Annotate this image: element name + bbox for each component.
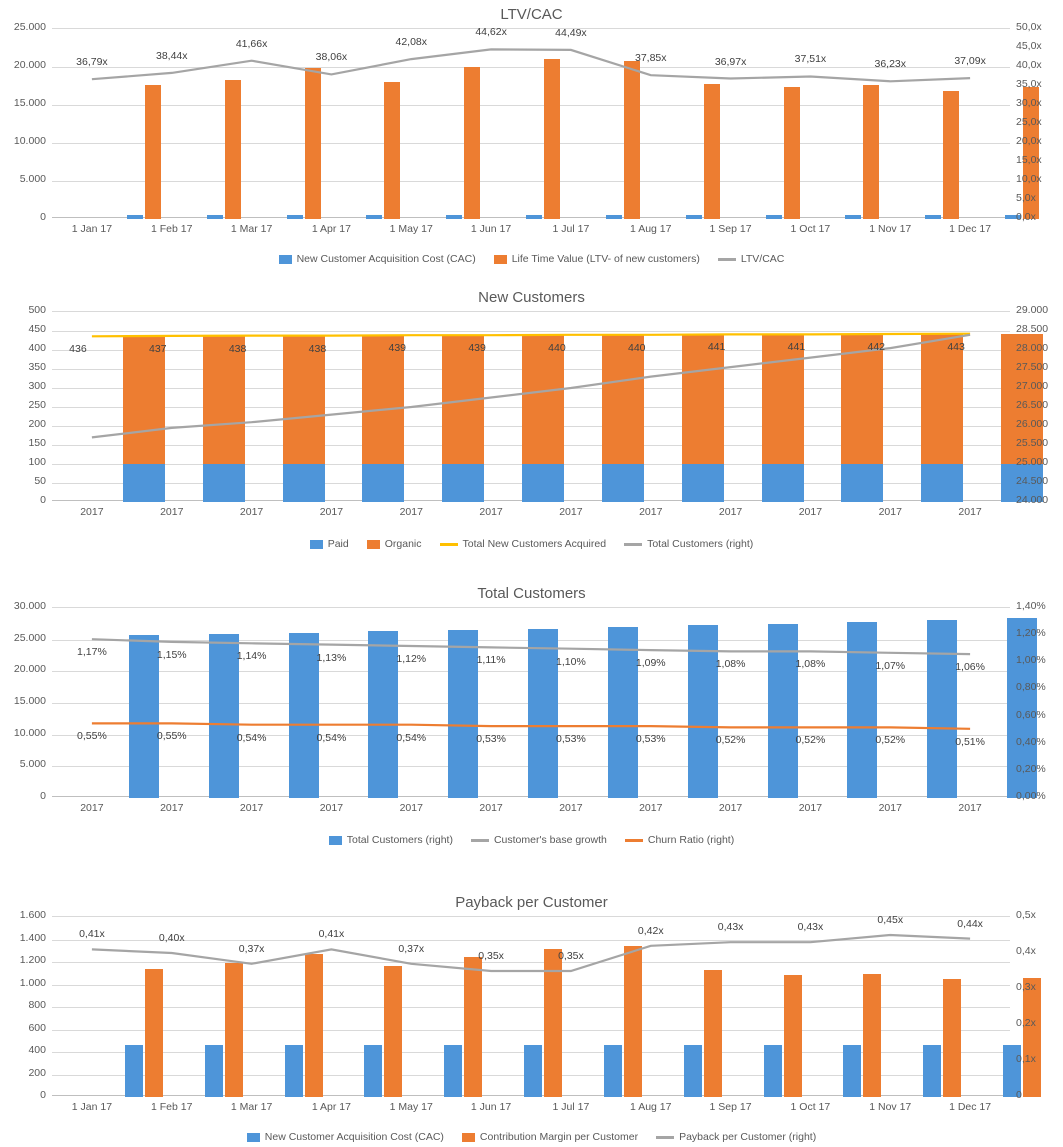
line-churn-ratio: [92, 723, 970, 728]
x-axis-category-label: 2017: [239, 506, 264, 518]
data-label-ltv-cac: 37,09x: [954, 55, 986, 68]
legend-label: Churn Ratio (right): [647, 834, 735, 846]
data-label-growth: 1,17%: [77, 646, 107, 659]
chart-total-customers: [0, 579, 1063, 862]
data-label-total-new: 437: [148, 342, 167, 355]
y-axis-left-tick: 10.000: [13, 135, 46, 147]
x-axis-category-label: 1 Mar 17: [230, 223, 273, 235]
x-axis-category-label: 2017: [718, 506, 743, 518]
y-axis-right-tick: 0,60%: [1016, 708, 1046, 721]
x-axis-category-label: 1 Jan 17: [71, 223, 113, 235]
legend-label: Total Customers (right): [346, 834, 453, 846]
data-label-ltv-cac: 36,79x: [76, 56, 108, 69]
x-axis-category-label: 2017: [718, 802, 743, 814]
x-axis-category-label: 1 Mar 17: [230, 1101, 273, 1113]
y-axis-right-tick: 10,0x: [1016, 173, 1042, 185]
y-axis-left-tick: 250: [28, 399, 46, 411]
y-axis-left-tick: 1.600: [19, 909, 46, 921]
y-axis-right-tick: 28.500: [1016, 323, 1049, 335]
y-axis-right-tick: 25.500: [1016, 437, 1049, 449]
legend-line-marker: [656, 1136, 674, 1139]
data-label-payback: 0,41x: [79, 928, 105, 941]
y-axis-left-tick: 1.000: [19, 976, 46, 989]
legend-label: Customer's base growth: [493, 834, 607, 846]
x-axis-category-label: 1 Feb 17: [151, 1101, 193, 1113]
x-axis-category-label: 2017: [559, 506, 583, 518]
y-axis-right-tick: 28.000: [1016, 342, 1049, 354]
data-label-churn: 0,54%: [236, 731, 267, 744]
data-label-ltv-cac: 37,51x: [794, 53, 827, 66]
data-label-ltv-cac: 44,49x: [555, 26, 587, 39]
legend-item: [329, 834, 453, 846]
chart-title-total-customers: Total Customers: [477, 585, 586, 602]
x-axis-category-label: 1 May 17: [389, 223, 433, 235]
y-axis-left-tick: 30.000: [13, 600, 46, 612]
data-label-growth: 1,08%: [795, 658, 826, 671]
data-label-churn: 0,55%: [77, 730, 107, 743]
x-axis-category-label: 2017: [80, 506, 104, 518]
x-axis-category-label: 1 Apr 17: [311, 1101, 351, 1113]
chart-ltv-cac: [0, 0, 1063, 280]
data-label-total-new: 439: [468, 342, 486, 355]
y-axis-right-tick: 27.000: [1016, 380, 1049, 392]
y-axis-right-tick: 0,0x: [1016, 211, 1036, 223]
data-label-churn: 0,54%: [316, 731, 347, 744]
data-label-total-new: 440: [548, 341, 566, 354]
legend-label: Payback per Customer (right): [679, 1131, 817, 1143]
y-axis-right-tick: 30,0x: [1016, 97, 1042, 109]
y-axis-right-tick: 0,5x: [1016, 909, 1036, 921]
x-axis-category-label: 2017: [878, 802, 902, 814]
data-label-total-new: 442: [867, 341, 886, 354]
legend-label: Total New Customers Acquired: [462, 538, 607, 550]
data-label-payback: 0,41x: [318, 928, 345, 941]
legend-line-marker: [440, 543, 458, 546]
y-axis-left-tick: 15.000: [13, 695, 46, 707]
x-axis-category-label: 2017: [958, 506, 982, 518]
data-label-growth: 1,06%: [955, 661, 985, 674]
x-axis-category-label: 1 Sep 17: [709, 1101, 752, 1113]
y-axis-right-tick: 1,20%: [1016, 627, 1046, 640]
legend-item: [494, 253, 700, 265]
data-label-total-new: 436: [69, 343, 87, 356]
line-total-new-customers: [92, 334, 970, 337]
x-axis-category-label: 1 Jan 17: [71, 1101, 113, 1113]
x-axis-category-label: 1 Oct 17: [790, 223, 831, 235]
legend-line-marker: [471, 839, 489, 842]
chart-title-ltv-cac: LTV/CAC: [500, 6, 563, 23]
y-axis-right-tick: 29.000: [1016, 304, 1049, 316]
y-axis-left-tick: 0: [40, 790, 46, 802]
y-axis-left-tick: 400: [28, 342, 46, 354]
data-label-growth: 1,07%: [875, 659, 906, 672]
legend-color-swatch: [462, 1133, 475, 1142]
x-axis-category-label: 1 Jul 17: [552, 223, 590, 235]
y-axis-left-tick: 200: [28, 1066, 46, 1079]
y-axis-right-tick: 0,4x: [1016, 945, 1036, 957]
x-axis-category-label: 2017: [319, 802, 344, 814]
data-label-total-new: 441: [787, 341, 806, 354]
data-label-payback: 0,42x: [637, 924, 664, 937]
y-axis-left-tick: 20.000: [13, 663, 46, 676]
x-axis-category-label: 1 Nov 17: [869, 1101, 912, 1113]
y-axis-right-tick: 0,2x: [1016, 1017, 1036, 1029]
legend-item: [471, 834, 607, 846]
data-label-payback: 0,37x: [238, 942, 265, 955]
legend-line-marker: [718, 258, 736, 261]
y-axis-left-tick: 800: [28, 999, 46, 1011]
y-axis-right-tick: 25.000: [1016, 456, 1049, 468]
data-label-growth: 1,09%: [635, 657, 666, 670]
data-label-ltv-cac: 41,66x: [235, 37, 268, 50]
y-axis-right-tick: 20,0x: [1016, 135, 1042, 147]
legend-label: Organic: [384, 538, 422, 550]
data-label-churn: 0,51%: [955, 735, 985, 748]
y-axis-right-tick: 0,1x: [1016, 1053, 1036, 1065]
x-axis-category-label: 2017: [798, 506, 823, 518]
legend-color-swatch: [247, 1133, 260, 1142]
y-axis-right-tick: 40,0x: [1016, 59, 1042, 71]
legend-label: New Customer Acquisition Cost (CAC): [296, 253, 476, 265]
x-axis-category-label: 2017: [479, 506, 503, 518]
legend-item: [462, 1131, 638, 1143]
x-axis-category-label: 2017: [160, 506, 184, 518]
y-axis-left-tick: 100: [28, 456, 46, 468]
y-axis-right-tick: 0,20%: [1016, 762, 1046, 775]
y-axis-left-tick: 0: [40, 1089, 46, 1101]
data-label-ltv-cac: 42,08x: [395, 36, 428, 49]
y-axis-left-tick: 25.000: [13, 21, 46, 33]
legend-color-swatch: [279, 255, 292, 264]
legend-item: [624, 538, 753, 550]
data-label-churn: 0,53%: [635, 733, 666, 746]
data-label-churn: 0,53%: [556, 733, 586, 746]
y-axis-right-tick: 27.500: [1016, 361, 1049, 373]
legend-total-customers: [0, 834, 1063, 846]
legend-label: Total Customers (right): [647, 538, 754, 550]
legend-color-swatch: [494, 255, 507, 264]
data-label-total-new: 439: [388, 342, 407, 355]
y-axis-left-tick: 350: [28, 361, 46, 373]
chart-new-customers: [0, 283, 1063, 566]
x-axis-category-label: 2017: [639, 802, 663, 814]
plot-grid: [52, 311, 1010, 501]
chart-title-payback: Payback per Customer: [455, 894, 608, 911]
series-lines: [52, 608, 1010, 798]
y-axis-left-tick: 1.400: [19, 931, 46, 944]
y-axis-right-tick: 26.000: [1016, 418, 1049, 430]
data-label-total-new: 440: [627, 341, 646, 354]
data-label-payback: 0,43x: [797, 921, 824, 934]
x-axis-category-label: 1 Sep 17: [709, 223, 752, 235]
x-axis-category-label: 2017: [479, 802, 503, 814]
y-axis-left-tick: 1.200: [19, 954, 46, 966]
x-axis-category-label: 2017: [239, 802, 264, 814]
y-axis-left-tick: 25.000: [13, 631, 46, 644]
data-label-growth: 1,08%: [715, 658, 746, 671]
y-axis-left-tick: 5.000: [19, 758, 46, 771]
y-axis-right-tick: 1,40%: [1016, 600, 1046, 612]
data-label-growth: 1,10%: [556, 655, 586, 668]
data-label-payback: 0,35x: [558, 950, 584, 962]
y-axis-left-tick: 0: [40, 494, 46, 506]
y-axis-right-tick: 26.500: [1016, 399, 1049, 411]
y-axis-left-tick: 50: [34, 475, 46, 487]
data-label-ltv-cac: 37,85x: [634, 52, 667, 65]
data-label-churn: 0,52%: [715, 734, 746, 747]
legend-color-swatch: [310, 540, 323, 549]
legend-item: [718, 253, 785, 265]
data-label-ltv-cac: 38,44x: [155, 49, 188, 62]
x-axis-category-label: 2017: [958, 802, 982, 814]
y-axis-left-tick: 600: [28, 1021, 46, 1034]
x-axis-category-label: 1 Aug 17: [630, 1101, 672, 1113]
x-axis-category-label: 2017: [160, 802, 184, 814]
y-axis-left-tick: 5.000: [19, 173, 46, 185]
y-axis-right-tick: 24.000: [1016, 494, 1049, 506]
data-label-churn: 0,54%: [396, 731, 427, 744]
legend-label: Life Time Value (LTV- of new customers): [511, 253, 700, 265]
legend-label: Paid: [327, 538, 349, 550]
plot-grid: [52, 607, 1010, 797]
legend-item: [279, 253, 476, 265]
legend-label: Contribution Margin per Customer: [479, 1131, 639, 1143]
x-axis-category-label: 1 Aug 17: [630, 223, 672, 235]
y-axis-right-tick: 5,0x: [1016, 192, 1036, 204]
x-axis-category-label: 2017: [559, 802, 583, 814]
x-axis-category-label: 2017: [80, 802, 104, 814]
y-axis-right-tick: 15,0x: [1016, 154, 1042, 166]
y-axis-left-tick: 0: [40, 211, 46, 223]
data-label-payback: 0,37x: [398, 942, 425, 955]
data-label-churn: 0,52%: [795, 734, 826, 747]
legend-label: New Customer Acquisition Cost (CAC): [264, 1131, 444, 1143]
data-label-churn: 0,53%: [476, 733, 506, 746]
x-axis-category-label: 2017: [798, 802, 823, 814]
data-label-growth: 1,15%: [156, 648, 187, 661]
y-axis-left-tick: 400: [28, 1044, 46, 1056]
plot-area-total-customers: [0, 600, 1063, 814]
y-axis-left-tick: 150: [28, 437, 46, 449]
x-axis-category-label: 1 Feb 17: [151, 223, 193, 235]
y-axis-right-tick: 0,80%: [1016, 681, 1046, 694]
legend-label: LTV/CAC: [740, 253, 785, 265]
y-axis-right-tick: 1,00%: [1016, 654, 1046, 667]
data-label-growth: 1,14%: [236, 650, 267, 663]
y-axis-left-tick: 450: [28, 323, 46, 335]
x-axis-category-label: 1 Dec 17: [949, 1101, 992, 1113]
y-axis-right-tick: 0,3x: [1016, 981, 1036, 993]
legend-item: [310, 538, 349, 550]
legend-payback: [0, 1131, 1063, 1143]
y-axis-right-tick: 0,40%: [1016, 735, 1046, 748]
y-axis-left-tick: 500: [28, 304, 46, 316]
data-label-growth: 1,12%: [396, 653, 427, 665]
data-label-total-new: 441: [707, 341, 726, 354]
x-axis-category-label: 2017: [399, 802, 423, 814]
data-label-churn: 0,52%: [875, 734, 906, 747]
data-label-ltv-cac: 36,97x: [714, 55, 747, 68]
data-label-ltv-cac: 36,23x: [874, 58, 907, 71]
y-axis-right-tick: 0: [1016, 1089, 1022, 1101]
plot-area-ltv-cac: [0, 21, 1063, 235]
legend-item: [656, 1131, 816, 1143]
y-axis-left-tick: 10.000: [13, 726, 46, 739]
y-axis-right-tick: 0,00%: [1016, 790, 1046, 802]
legend-item: [440, 538, 607, 550]
y-axis-right-tick: 35,0x: [1016, 78, 1042, 90]
x-axis-category-label: 2017: [399, 506, 423, 518]
legend-item: [625, 834, 734, 846]
x-axis-category-label: 1 Jun 17: [470, 223, 512, 235]
data-label-payback: 0,43x: [717, 921, 744, 934]
x-axis-category-label: 1 Oct 17: [790, 1101, 831, 1113]
y-axis-right-tick: 24.500: [1016, 475, 1049, 487]
data-label-payback: 0,40x: [158, 932, 185, 944]
x-axis-category-label: 1 Apr 17: [311, 223, 351, 235]
legend-item: [367, 538, 422, 550]
legend-color-swatch: [329, 836, 342, 845]
data-label-total-new: 438: [228, 342, 247, 355]
y-axis-left-tick: 20.000: [13, 59, 46, 71]
data-label-ltv-cac: 38,06x: [315, 51, 348, 64]
data-label-total-new: 438: [308, 342, 327, 355]
data-label-growth: 1,13%: [316, 651, 347, 664]
y-axis-left-tick: 300: [28, 380, 46, 392]
bar-contribution-margin: [1023, 978, 1041, 1097]
plot-area-payback: [0, 909, 1063, 1113]
legend-color-swatch: [367, 540, 380, 549]
plot-area-new-customers: [0, 304, 1063, 518]
legend-item: [247, 1131, 444, 1143]
x-axis-category-label: 1 Jun 17: [470, 1101, 512, 1113]
data-label-churn: 0,55%: [156, 730, 187, 743]
x-axis-category-label: 1 May 17: [389, 1101, 433, 1113]
legend-ltv-cac: [0, 253, 1063, 265]
x-axis-category-label: 2017: [319, 506, 344, 518]
chart-title-new-customers: New Customers: [478, 289, 585, 306]
legend-new-customers: [0, 538, 1063, 550]
data-label-growth: 1,11%: [476, 654, 506, 667]
data-label-payback: 0,35x: [478, 950, 504, 962]
legend-line-marker: [625, 839, 643, 842]
data-label-ltv-cac: 44,62x: [475, 26, 507, 39]
y-axis-left-tick: 200: [28, 418, 46, 430]
data-label-total-new: 443: [947, 340, 965, 353]
x-axis-category-label: 2017: [639, 506, 663, 518]
y-axis-right-tick: 50,0x: [1016, 21, 1042, 33]
x-axis-category-label: 1 Jul 17: [552, 1101, 590, 1113]
y-axis-right-tick: 25,0x: [1016, 116, 1042, 128]
data-label-payback: 0,45x: [877, 914, 904, 926]
x-axis-category-label: 1 Nov 17: [869, 223, 912, 235]
chart-payback-per-customer: [0, 888, 1063, 1147]
data-label-payback: 0,44x: [957, 917, 983, 930]
legend-line-marker: [624, 543, 642, 546]
x-axis-category-label: 2017: [878, 506, 902, 518]
x-axis-category-label: 1 Dec 17: [949, 223, 992, 235]
series-lines: [52, 917, 1010, 1097]
y-axis-right-tick: 45,0x: [1016, 40, 1042, 52]
y-axis-left-tick: 15.000: [13, 97, 46, 109]
